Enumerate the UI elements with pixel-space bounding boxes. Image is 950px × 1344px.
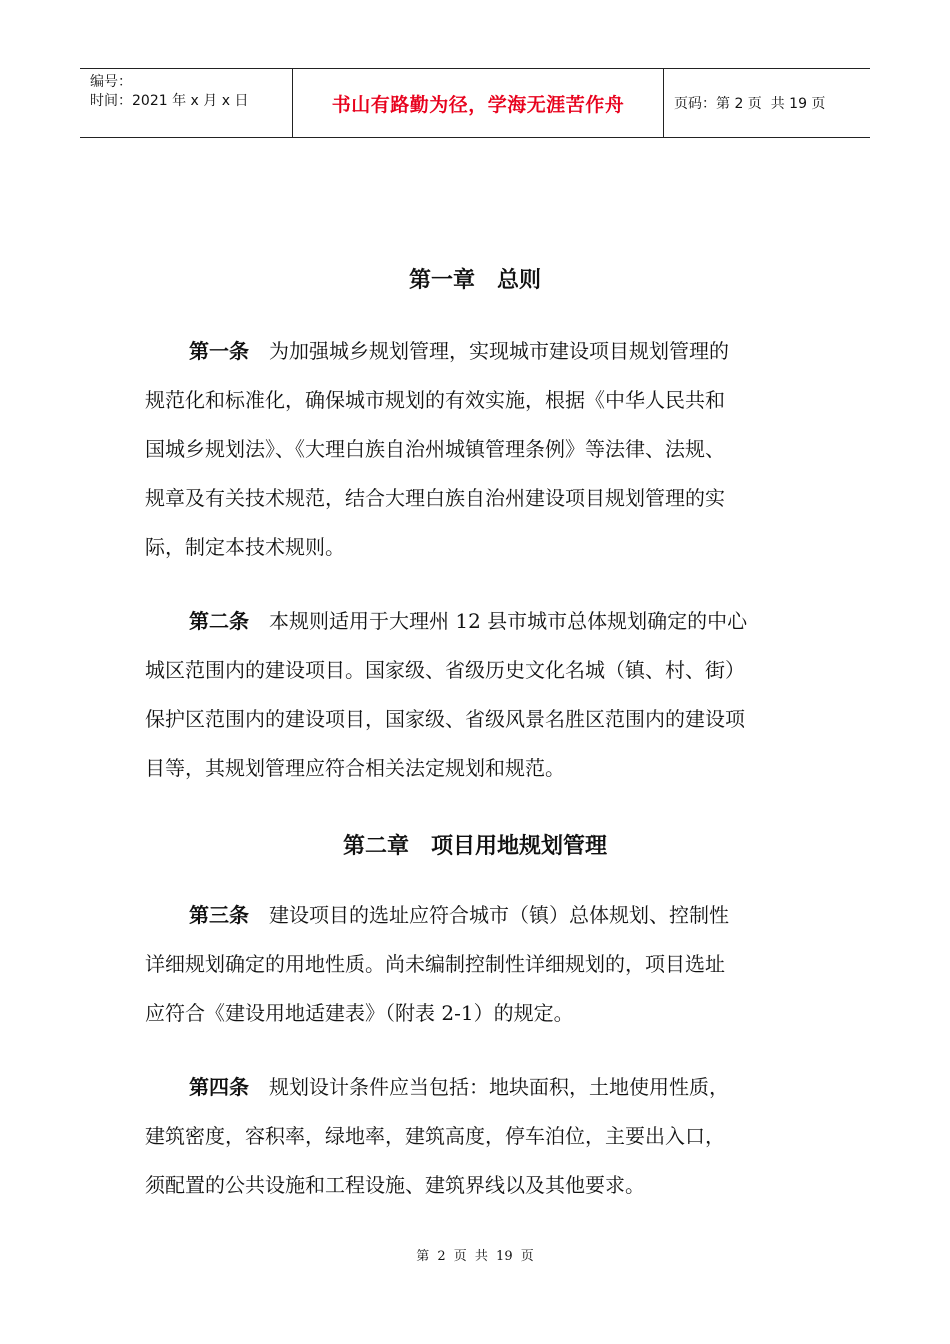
footer-page-number: 第 2 页 共 19 页 (416, 1249, 534, 1264)
number-label: 编号： (90, 74, 132, 90)
paragraph-line: 城区范围内的建设项目。国家级、省级历史文化名城（镇、村、街） (145, 658, 745, 682)
chapter-number: 第二章 (342, 834, 409, 859)
chapter-title: 项目用地规划管理 (431, 834, 608, 859)
paragraph-line: 建筑密度，容积率，绿地率，建筑高度，停车泊位，主要出入口， (145, 1124, 725, 1148)
article-label: 第二条 (189, 609, 249, 633)
paragraph-line: 应符合《建设用地适建表》（附表 2-1）的规定。 (145, 1001, 574, 1025)
paragraph-line: 第一条 为加强城乡规划管理，实现城市建设项目规划管理的 (189, 339, 729, 363)
document-header (80, 68, 870, 138)
paragraph-line: 第四条 规划设计条件应当包括：地块面积，土地使用性质， (189, 1075, 729, 1099)
chapter-heading-2 (0, 829, 950, 860)
article-4 (145, 1063, 825, 1210)
header-meta (80, 69, 293, 137)
paragraph-line: 第二条 本规则适用于大理州 12 县市城市总体规划确定的中心 (189, 609, 748, 633)
header-motto-cell (293, 69, 664, 137)
motto-text: 书山有路勤为径，学海无涯苦作舟 (331, 93, 625, 116)
article-label: 第三条 (189, 903, 249, 927)
page-footer (0, 1245, 950, 1264)
article-label: 第一条 (189, 339, 249, 363)
paragraph-line: 际，制定本技术规则。 (145, 535, 345, 559)
paragraph-line: 保护区范围内的建设项目，国家级、省级风景名胜区范围内的建设项 (145, 707, 745, 731)
paragraph-line: 国城乡规划法》、《大理白族自治州城镇管理条例》等法律、法规、 (145, 437, 725, 461)
chapter-heading-1 (0, 263, 950, 294)
article-label: 第四条 (189, 1075, 249, 1099)
article-2 (145, 597, 825, 793)
article-1 (145, 327, 825, 572)
time-label: 时间：2021 年 x 月 x 日 (90, 93, 249, 109)
paragraph-line: 详细规划确定的用地性质。尚未编制控制性详细规划的，项目选址 (145, 952, 725, 976)
header-page-cell (664, 69, 870, 137)
paragraph-line: 须配置的公共设施和工程设施、建筑界线以及其他要求。 (145, 1173, 645, 1197)
paragraph-line: 目等，其规划管理应符合相关法定规划和规范。 (145, 756, 565, 780)
paragraph-line: 规范化和标准化，确保城市规划的有效实施，根据《中华人民共和 (145, 388, 725, 412)
chapter-title: 总则 (497, 268, 542, 293)
page-info: 页码：第 2 页 共 19 页 (674, 96, 826, 112)
paragraph-line: 规章及有关技术规范，结合大理白族自治州建设项目规划管理的实 (145, 486, 725, 510)
paragraph-line: 第三条 建设项目的选址应符合城市（镇）总体规划、控制性 (189, 903, 729, 927)
article-3 (145, 891, 825, 1038)
chapter-number: 第一章 (408, 268, 475, 293)
